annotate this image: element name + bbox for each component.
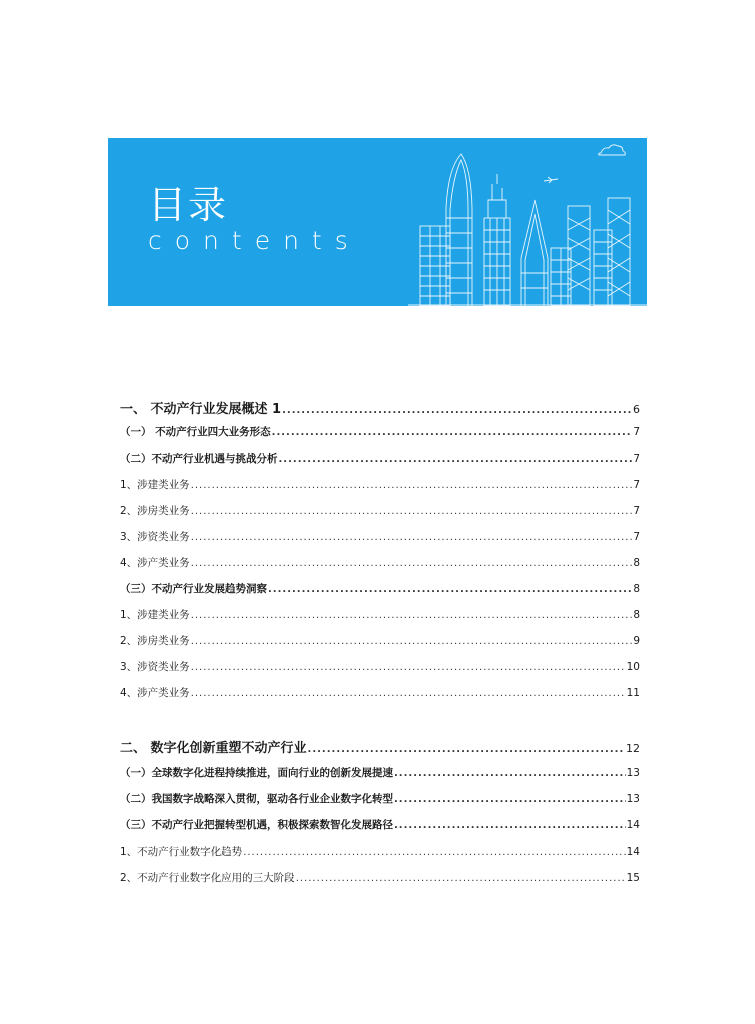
toc-entry[interactable]: [120, 737, 640, 756]
toc-entry[interactable]: [120, 451, 640, 466]
toc-entry-page: 8: [633, 557, 640, 569]
contents-banner: [108, 138, 647, 306]
toc-entry-title: 2、涉房类业务: [120, 505, 190, 517]
toc-entry-title: 4、涉产类业务: [120, 687, 190, 699]
toc-entry[interactable]: [120, 765, 640, 780]
leader-dots: [243, 847, 625, 858]
toc-entry-title: （二）我国数字战略深入贯彻，驱动各行业企业数字化转型: [120, 793, 393, 805]
toc-entry-page: 7: [633, 426, 640, 438]
leader-dots: [191, 610, 633, 621]
leader-dots: [272, 427, 633, 438]
leader-dots: [191, 662, 626, 673]
toc-entry-title: 4、涉产类业务: [120, 557, 190, 569]
toc-entry[interactable]: [120, 555, 640, 570]
toc-entry[interactable]: [120, 817, 640, 832]
toc-entry-page: 11: [626, 687, 640, 699]
toc-entry[interactable]: [120, 633, 640, 648]
toc-entry-page: 15: [626, 872, 640, 884]
banner-title: 目录: [148, 183, 229, 227]
toc-entry-title: 1、涉建类业务: [120, 609, 190, 621]
toc-entry-title: 1、涉建类业务: [120, 479, 190, 491]
toc-entry[interactable]: [120, 659, 640, 674]
toc-entry-page: 7: [633, 531, 640, 543]
toc-entry-page: 7: [633, 453, 640, 465]
toc-entry-title: （三）不动产行业发展趋势洞察: [120, 583, 267, 595]
leader-dots: [282, 405, 632, 416]
toc-entry[interactable]: [120, 424, 640, 439]
leader-dots: [191, 532, 633, 543]
toc-entry[interactable]: [120, 581, 640, 596]
leader-dots: [268, 584, 632, 595]
toc-entry[interactable]: [120, 529, 640, 544]
leader-dots: [191, 558, 633, 569]
toc-entry-title: （三）不动产行业把握转型机遇，积极探索数智化发展路径: [120, 819, 393, 831]
leader-dots: [394, 768, 626, 779]
toc-entry-title: 一、 不动产行业发展概述 1: [120, 402, 282, 417]
toc-entry-title: 2、涉房类业务: [120, 635, 190, 647]
toc-entry-page: 6: [633, 403, 640, 416]
leader-dots: [191, 506, 633, 517]
city-skyline-illustration: [408, 138, 647, 306]
toc-entry-title: 2、不动产行业数字化应用的三大阶段: [120, 872, 295, 884]
toc-entry[interactable]: [120, 477, 640, 492]
toc-entry[interactable]: [120, 844, 640, 859]
leader-dots: [296, 873, 626, 884]
leader-dots: [191, 480, 633, 491]
leader-dots: [394, 794, 626, 805]
toc-entry[interactable]: [120, 685, 640, 700]
toc-entry[interactable]: [120, 503, 640, 518]
toc-entry-page: 10: [626, 661, 640, 673]
leader-dots: [394, 820, 626, 831]
leader-dots: [279, 454, 633, 465]
toc-entry-page: 7: [633, 479, 640, 491]
toc-entry-page: 14: [626, 846, 640, 858]
toc-entry-title: 3、涉资类业务: [120, 661, 190, 673]
toc-entry-page: 9: [633, 635, 640, 647]
toc-entry-page: 13: [626, 793, 640, 805]
toc-entry-page: 12: [626, 742, 640, 755]
toc-entry-title: 二、 数字化创新重塑不动产行业: [120, 741, 307, 756]
toc-entry-page: 7: [633, 505, 640, 517]
leader-dots: [308, 744, 625, 755]
toc-entry-title: （一）全球数字化进程持续推进，面向行业的创新发展提速: [120, 767, 393, 779]
toc-entry[interactable]: [120, 870, 640, 885]
leader-dots: [191, 688, 626, 699]
toc-entry[interactable]: [120, 607, 640, 622]
toc-entry-page: 8: [633, 583, 640, 595]
toc-entry[interactable]: [120, 398, 640, 417]
toc-entry-title: 1、不动产行业数字化趋势: [120, 846, 243, 858]
toc-entry-page: 13: [626, 767, 640, 779]
toc-entry-page: 14: [626, 819, 640, 831]
toc-entry-title: 3、涉资类业务: [120, 531, 190, 543]
banner-subtitle: contents: [148, 226, 361, 255]
toc-entry-page: 8: [633, 609, 640, 621]
toc-entry[interactable]: [120, 791, 640, 806]
toc-entry-title: （二）不动产行业机遇与挑战分析: [120, 453, 278, 465]
leader-dots: [191, 636, 633, 647]
toc-entry-title: （一） 不动产行业四大业务形态: [120, 426, 271, 438]
